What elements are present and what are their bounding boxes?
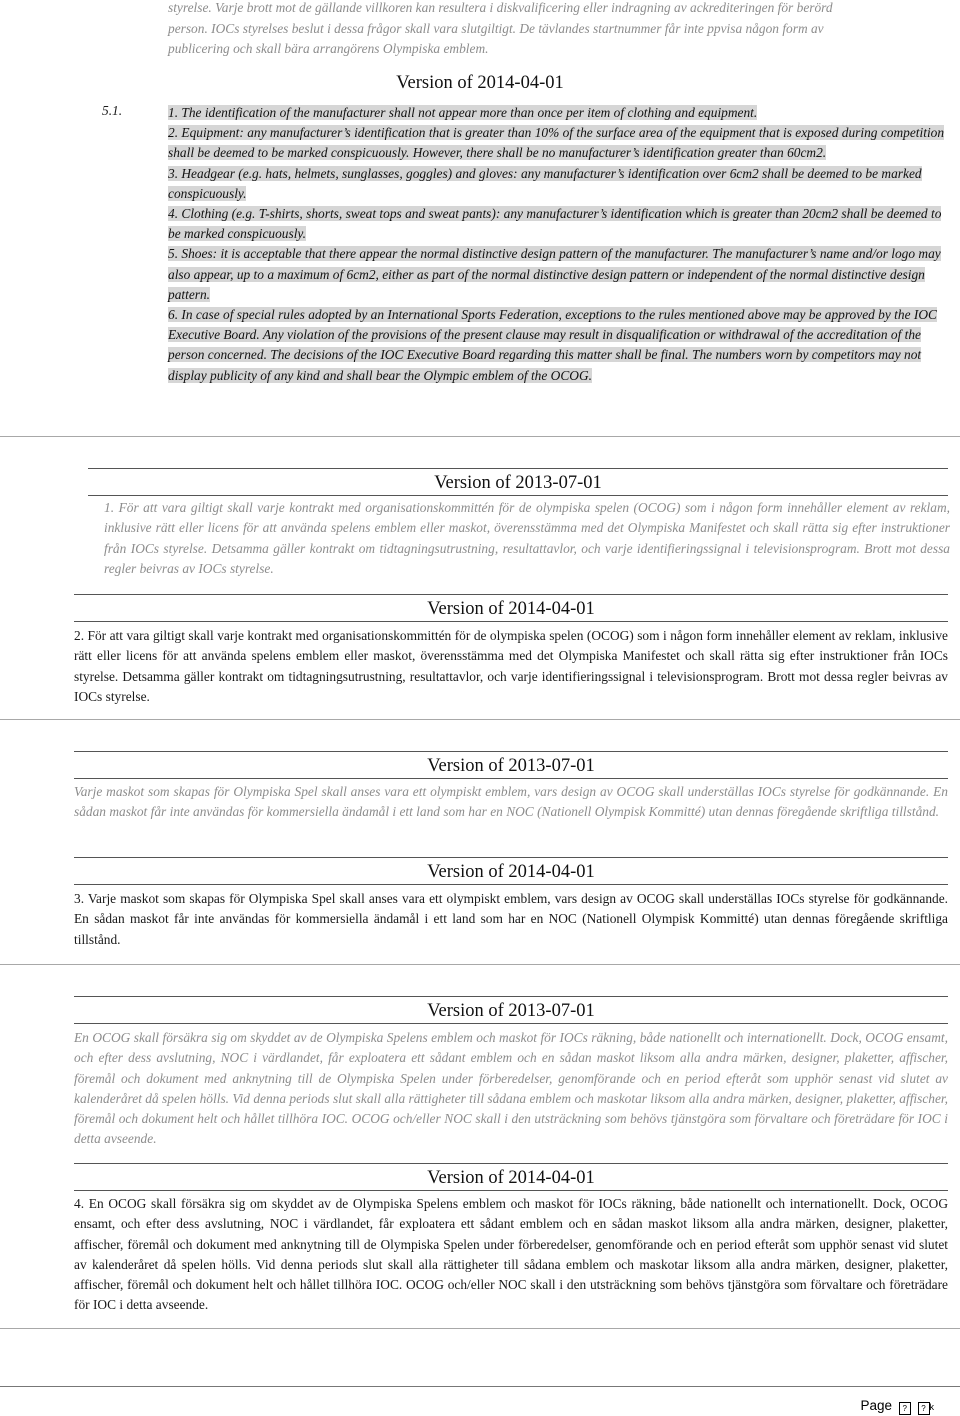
fragment-line: publicering och skall bära arrangörens Olympiska emblem. [168, 41, 489, 56]
fragment-line: person. IOCs styrelses beslut i dessa frågor skall vara slutgiltigt. De tävlandes startnummer får inte ppvisa någon form av [168, 20, 824, 36]
rule-item: 3. Headgear (e.g. hats, helmets, sunglasses, goggles) and gloves: any manufacturer’s identification over 6cm2 shall be deemed to be marked conspicuously. [168, 165, 922, 201]
old-version-text: 1. För att vara giltigt skall varje kontrakt med organisationskommittén för de olympiska spelen (OCOG) som i någon form innehåller element av reklam, inklusive rätt eller licens för att använda spelens emblem eller maskot, överensstämma med det Olympiska Manifestet och skall rätta sig efter instruktioner från IOCs styrelse. Detsamma gäller kontrakt om tidtagningsutrustning, resultattavlor, och varje identifieringssignal i televisionsprogram. Brott mot dessa regler beivras av IOCs styrelse. [104, 500, 950, 576]
rule-item: 5. Shoes: it is acceptable that there appear the normal distinctive design pattern of the manufacturer. The manufacturer’s name and/or logo may also appear, up to a maximum of 6cm2, either as part of the normal distinctive design pattern or independent of the normal distinctive design pattern. [168, 246, 941, 302]
version-heading: Version of 2013-07-01 [427, 1001, 595, 1021]
version-heading: Version of 2013-07-01 [434, 473, 602, 493]
new-version-text: 2. För att vara giltigt skall varje kontrakt med organisationskommittén för de olympiska spelen (OCOG) som i någon form innehåller element av reklam, inklusive rätt eller licens för att använda spelens emblem eller maskot, överensstämma med det Olympiska Manifestet och skall rätta sig efter instruktioner från IOCs styrelse. Detsamma gäller kontrakt om tidtagningsutrustning, resultattavlor, och varje identifieringssignal i televisionsprogram. Brott mot dessa regler beivras av IOCs styrelse. [74, 628, 948, 704]
rule-item: 2. Equipment: any manufacturer’s identification that is greater than 10% of the surface area of the equipment that is exposed during competition shall be deemed to be marked conspicuously. However, there shall be no manufacturer’s identification greater than 60cm2. [168, 125, 945, 161]
version-heading: Version of 2013-07-01 [427, 756, 595, 776]
new-version-text: 3. Varje maskot som skapas för Olympiska Spel skall anses vara ett olympiskt emblem, vars design av OCOG skall underställas IOCs styrelse för godkännande. En sådan maskot får inte användas för kommersiella ändamål i ett land som har en NOC (Nationell Olympisk Kommitté) utan dennas föregående skriftliga tillstånd. [74, 891, 948, 947]
fragment-line: styrelse. Varje brott mot de gällande villkoren kan resultera i diskvalificering eller indragning av ackrediteringen för berörd [168, 0, 833, 15]
page-label: Page [860, 1398, 892, 1413]
version-heading-box [74, 751, 948, 779]
missing-glyph-icon: ? [899, 1402, 911, 1415]
version-heading: Version of 2014-04-01 [427, 862, 595, 882]
old-version-text: Varje maskot som skapas för Olympiska Spel skall anses vara ett olympiskt emblem, vars design av OCOG skall underställas IOCs styrelse för godkännande. En sådan maskot får inte användas för kommersiella ändamål i ett land som har en NOC (Nationell Olympisk Kommitté) utan dennas föregående skriftliga tillstånd. [74, 784, 948, 820]
rule-5-1-list [168, 103, 952, 386]
section-divider [0, 719, 960, 720]
rule-item: 1. The identification of the manufacturer shall not appear more than once per item of clothing and equipment. [168, 105, 758, 120]
page-footer [860, 1398, 934, 1415]
version-heading-box [74, 1163, 948, 1191]
section-divider [0, 964, 960, 965]
rule-item: 6. In case of special rules adopted by an International Sports Federation, exceptions to the rules mentioned above may be approved by the IOC Executive Board. Any violation of the provisions of the present clause may result in disqualification or withdrawal of the accreditation of the person concerned. The decisions of the IOC Executive Board regarding this matter shall be final. The numbers worn by competitors may not display publicity of any kind and shall bear the Olympic emblem of the OCOG. [168, 307, 937, 383]
missing-glyph-icon: ? [918, 1402, 930, 1415]
section-divider [0, 1328, 960, 1329]
new-version-text: 4. En OCOG skall försäkra sig om skyddet av de Olympiska Spelens emblem och maskot för IOCs räkning, både nationellt och internationellt. Dock, OCOG ensamt, och efter dess avslutning, NOC i värdlandet, får exploatera ett sådant emblem och en sådan maskot liksom alla andra märken, designer, plaketter, affischer, föremål och dokument med anknytning till de Olympiska Spelen under förberedelser, genomförande och en period efteråt som upphör senast vid slutet av kalenderåret då spelen hölls. Vid denna periods slut skall alla rättigheter till sådana emblem och maskotar liksom alla andra märken, designer, plaketter, affischer, föremål och dokument helt och hållet tillhöra IOC. OCOG och/eller NOC skall i den utsträckning som behövs tjänstgöra som förvaltare och företrädare för IOC i detta avseende. [74, 1196, 948, 1313]
version-heading-box [74, 857, 948, 885]
section-divider [0, 436, 960, 437]
version-heading: Version of 2014-04-01 [427, 599, 595, 619]
version-heading-box [74, 996, 948, 1024]
version-heading: Version of 2014-04-01 [427, 1168, 595, 1188]
previous-text-fragment [168, 0, 938, 60]
rule-item: 4. Clothing (e.g. T-shirts, shorts, sweat tops and sweat pants): any manufacturer’s identification which is greater than 20cm2 shall be deemed to be marked conspicuously. [168, 206, 942, 242]
rule-number: 5.1. [102, 103, 123, 118]
old-version-text: En OCOG skall försäkra sig om skyddet av de Olympiska Spelens emblem och maskot för IOCs räkning, både nationellt och internationellt. Dock, OCOG ensamt, och efter dess avslutning, NOC i värdlandet, får exploatera ett sådant emblem och en sådan maskot liksom alla andra märken, designer, plaketter, affischer, föremål och dokument med anknytning till de Olympiska Spelen under förberedelser, genomförande och en period efteråt som upphör senast vid slutet av kalenderåret då spelen hölls. Vid denna periods slut skall alla rättigheter till sådana emblem och maskotar liksom alla andra märken, designer, plaketter, affischer, föremål och dokument helt och hållet tillhöra IOC. OCOG och/eller NOC skall i den utsträckning som behövs tjänstgöra som förvaltare och företrädare för IOC i detta avseende. [74, 1030, 948, 1147]
version-heading-box [88, 468, 948, 496]
version-heading: Version of 2014-04-01 [396, 73, 564, 93]
footer-tail: k [929, 1402, 934, 1412]
version-heading-box [74, 594, 948, 622]
footer-divider [0, 1386, 960, 1387]
